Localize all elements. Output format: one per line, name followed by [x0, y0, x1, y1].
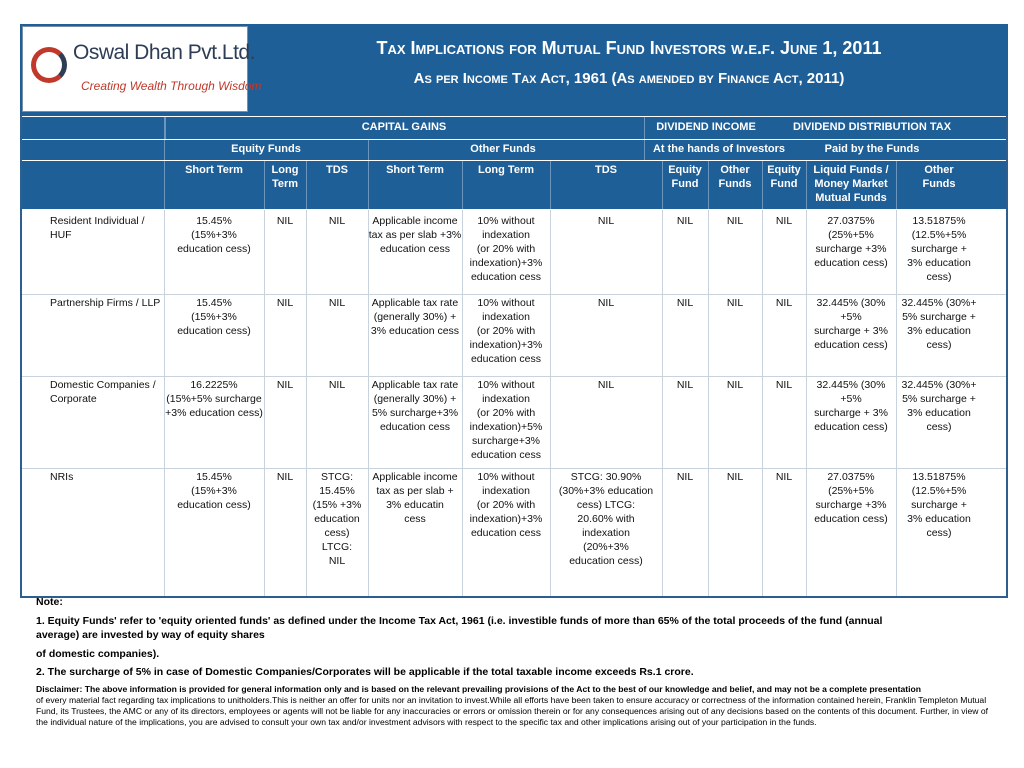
investor-label: NRIs [50, 471, 74, 483]
table-cell: NIL [726, 297, 744, 309]
notes-section [36, 596, 996, 728]
company-logo [22, 26, 262, 112]
table-cell: NIL [726, 215, 744, 227]
table-cell: NIL [276, 215, 294, 227]
table-cell: 16.2225% (15%+5% surcharge +3% education cess) [165, 379, 263, 419]
column-header: TDS [326, 164, 348, 176]
disclaimer-text: of every material fact regarding tax implications to unitholders.This is neither an offer for units nor an invitation to invest.While all efforts have been taken to ensure accuracy or correctness of the information contained herein, Franklin Templeton Mutual Fund, its Trustees, the AMC or any of its directors, employees or agents will not be liable for any inaccuracies or errors or omission therein or for any consequences arising out of any decisions based on the contents of this document. Further, in view of the individual nature of the implications, you are advised to consult your own tax and/or investment advisors with respect to the specific tax and other implications arising out of your participation in the funds. [36, 695, 988, 727]
table-cell: NIL [676, 471, 694, 483]
investor-label: Domestic Companies / Corporate [50, 379, 156, 405]
table-cell: NIL [775, 379, 793, 391]
table-cell: 27.0375% (25%+5% surcharge +3% education cess) [814, 215, 888, 269]
table-cell: 15.45% (15%+3% education cess) [177, 471, 251, 511]
table-cell: 10% without indexation (or 20% with indexation)+5% surcharge+3% education cess [469, 379, 543, 461]
column-header: Short Term [386, 164, 444, 176]
table-cell: Applicable tax rate (generally 30%) + 5% surcharge+3% education cess [371, 379, 459, 433]
disclaimer-bold: Disclaimer: The above information is provided for general information only and is based on the relevant prevailing provisions of the Act to the best of our knowledge and belief, and may not be a complete presentation [36, 684, 921, 694]
dividend-distribution-tax-header: DIVIDEND DISTRIBUTION TAX [792, 121, 952, 133]
table-cell: NIL [276, 379, 294, 391]
note-1: 1. Equity Funds' refer to 'equity oriented funds' as defined under the Income Tax Act, 1961 (i.e. investible funds of more than 65% of the total proceeds of the fund (annual average) are invested by way of equity shares [36, 615, 883, 641]
table-cell: NIL [775, 297, 793, 309]
table-group-header-row [22, 117, 1006, 139]
logo-name: Oswal Dhan Pvt.Ltd. [73, 41, 255, 64]
equity-funds-header: Equity Funds [231, 143, 301, 155]
column-header: Liquid Funds / Money Market Mutual Funds [813, 164, 889, 204]
column-header: Short Term [185, 164, 243, 176]
table-cell: 15.45% (15%+3% education cess) [177, 297, 251, 337]
column-header: Long Term [271, 164, 299, 190]
table-column-header-row [22, 161, 1006, 209]
table-cell: NIL [276, 471, 294, 483]
table-cell: NIL [276, 297, 294, 309]
other-funds-header: Other Funds [470, 143, 536, 155]
table-cell: 32.445% (30%+ 5% surcharge + 3% education cess) [901, 379, 977, 433]
table-cell: 15.45% (15%+3% education cess) [177, 215, 251, 255]
note-2: 2. The surcharge of 5% in case of Domestic Companies/Corporates will be applicable if the total taxable income exceeds Rs.1 crore. [36, 666, 694, 678]
table-cell: 27.0375% (25%+5% surcharge +3% education cess) [814, 471, 888, 525]
column-header: Equity Fund [668, 164, 702, 190]
investor-label: Partnership Firms / LLP [50, 297, 161, 309]
logo-tagline: Creating Wealth Through Wisdom [81, 79, 262, 93]
column-header: Long Term [477, 164, 534, 176]
table-cell: 32.445% (30%+ 5% surcharge + 3% education cess) [901, 297, 977, 351]
hands-of-investors-header: At the hands of Investors [652, 143, 786, 155]
table-cell: 10% without indexation (or 20% with indexation)+3% education cess [469, 215, 543, 283]
dividend-income-header: DIVIDEND INCOME [656, 121, 756, 133]
table-cell: 13.51875% (12.5%+5% surcharge + 3% education cess) [907, 215, 971, 283]
table-cell: STCG: 30.90% (30%+3% education cess) LTCG: 20.60% with indexation (20%+3% education cess) [558, 471, 654, 567]
table-cell: NIL [676, 297, 694, 309]
notes-heading: Note: [36, 596, 63, 608]
table-subgroup-header-row [22, 140, 1006, 160]
table-cell: Applicable tax rate (generally 30%) + 3% education cess [370, 297, 460, 337]
investor-label: Resident Individual / HUF [50, 215, 145, 241]
column-header: Other Funds [718, 164, 752, 190]
table-cell: STCG: 15.45% (15% +3% education cess) LTCG: NIL [312, 471, 362, 567]
page-title: Tax Implications for Mutual Fund Investors w.e.f. June 1, 2011 [376, 38, 882, 58]
table-cell: NIL [597, 379, 615, 391]
paid-by-funds-header: Paid by the Funds [824, 143, 920, 155]
tax-table-body [22, 210, 1006, 596]
table-cell: 32.445% (30% +5% surcharge + 3% education cess) [814, 379, 888, 433]
column-header: Other Funds [922, 164, 956, 190]
table-cell: Applicable income tax as per slab +3% education cess [368, 215, 462, 255]
table-cell: NIL [726, 379, 744, 391]
column-header: Equity Fund [767, 164, 801, 190]
table-cell: NIL [328, 379, 346, 391]
table-cell: NIL [597, 215, 615, 227]
table-cell: NIL [676, 215, 694, 227]
capital-gains-header: CAPITAL GAINS [361, 121, 447, 133]
table-cell: NIL [597, 297, 615, 309]
page-subtitle: As per Income Tax Act, 1961 (As amended by Finance Act, 2011) [413, 70, 845, 87]
logo-mark-icon [31, 47, 67, 83]
table-cell: NIL [775, 215, 793, 227]
note-1-continued: of domestic companies). [36, 648, 160, 660]
table-cell: Applicable income tax as per slab + 3% educatin cess [372, 471, 458, 525]
table-cell: 10% without indexation (or 20% with indexation)+3% education cess [469, 297, 543, 365]
table-cell: NIL [676, 379, 694, 391]
table-cell: NIL [775, 471, 793, 483]
table-cell: NIL [328, 215, 346, 227]
table-cell: 10% without indexation (or 20% with indexation)+3% education cess [469, 471, 543, 539]
table-cell: NIL [726, 471, 744, 483]
table-cell: 13.51875% (12.5%+5% surcharge + 3% education cess) [907, 471, 971, 539]
column-header: TDS [595, 164, 617, 176]
table-cell: 32.445% (30% +5% surcharge + 3% education cess) [814, 297, 888, 351]
table-cell: NIL [328, 297, 346, 309]
